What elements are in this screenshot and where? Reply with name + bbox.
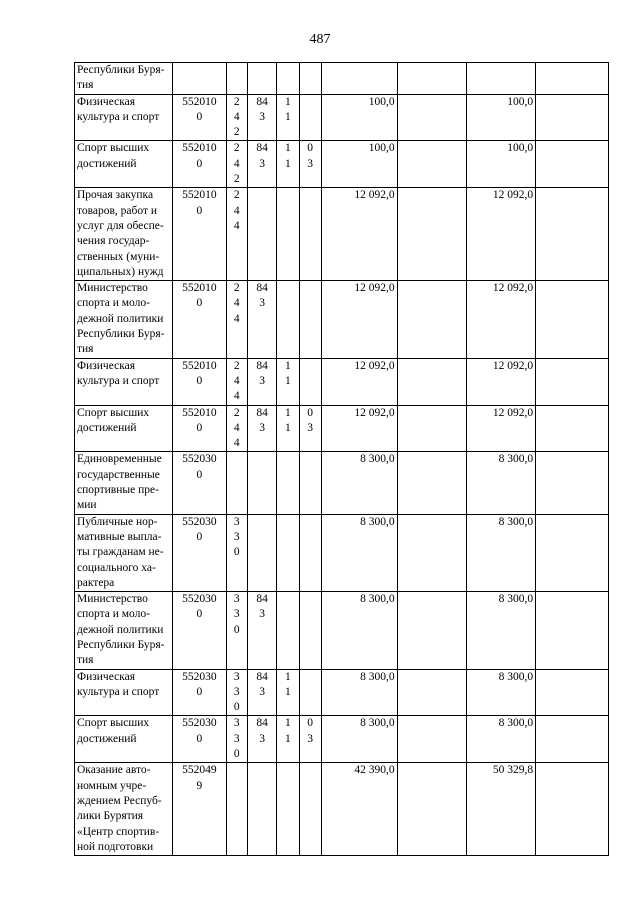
ved-cell — [247, 94, 276, 141]
csr-cell — [173, 281, 227, 358]
sum-2-cell — [467, 763, 536, 856]
row-name: Министерство спорта и моло- дежной политики Республики Буря- тия — [77, 282, 165, 356]
sum-2: 100,0 — [507, 95, 534, 108]
csr-cell — [173, 452, 227, 514]
empty-cell — [536, 716, 609, 763]
empty-cell — [397, 94, 467, 141]
table-row — [75, 63, 609, 95]
sum-2-cell — [467, 514, 536, 591]
pr-cell — [299, 763, 321, 856]
row-name-cell — [75, 94, 173, 141]
row-name-cell — [75, 669, 173, 716]
table-row — [75, 514, 609, 591]
rz-code: 1 1 — [285, 406, 291, 434]
rz-cell — [277, 281, 299, 358]
table-row — [75, 669, 609, 716]
rz-cell — [277, 405, 299, 452]
empty-cell — [397, 63, 467, 95]
csr-cell — [173, 763, 227, 856]
sum-2: 100,0 — [507, 142, 534, 155]
pr-cell — [299, 94, 321, 141]
sum-2: 8 300,0 — [498, 717, 534, 730]
rz-cell — [277, 188, 299, 281]
pr-code: 0 3 — [307, 406, 313, 434]
empty-cell — [397, 514, 467, 591]
sum-1-cell — [321, 514, 397, 591]
row-name: Оказание авто- номным учре- ждением Респуб- лики Бурятия «Центр спортив- ной подготовки — [77, 764, 162, 853]
row-name: Физическая культура и спорт — [77, 95, 160, 123]
empty-cell — [536, 94, 609, 141]
csr-cell — [173, 592, 227, 669]
row-name: Республики Буря- тия — [77, 64, 165, 92]
vr-cell — [226, 63, 247, 95]
rz-cell — [277, 63, 299, 95]
vr-code: 2 4 4 — [233, 359, 240, 403]
row-name: Министерство спорта и моло- дежной политики Республики Буря- тия — [77, 593, 165, 667]
table-row — [75, 716, 609, 763]
rz-cell — [277, 141, 299, 188]
sum-1-cell — [321, 592, 397, 669]
table-row — [75, 763, 609, 856]
ved-cell — [247, 763, 276, 856]
pr-cell — [299, 188, 321, 281]
vr-cell — [226, 716, 247, 763]
vr-code: 2 4 2 — [233, 95, 240, 139]
budget-table — [74, 62, 609, 856]
sum-1: 8 300,0 — [360, 717, 395, 730]
pr-cell — [299, 716, 321, 763]
vr-code: 3 3 0 — [233, 593, 240, 636]
csr-cell — [173, 716, 227, 763]
sum-1-cell — [321, 358, 397, 405]
csr-code: 552030 0 — [182, 670, 217, 698]
row-name: Спорт высших достижений — [77, 406, 150, 434]
empty-cell — [397, 188, 467, 281]
row-name-cell — [75, 452, 173, 514]
rz-cell — [277, 716, 299, 763]
empty-cell — [397, 592, 467, 669]
rz-code: 1 1 — [285, 95, 291, 123]
pr-cell — [299, 452, 321, 514]
ved-cell — [247, 514, 276, 591]
sum-2: 12 092,0 — [492, 282, 534, 295]
row-name-cell — [75, 141, 173, 188]
vr-cell — [226, 592, 247, 669]
vr-cell — [226, 188, 247, 281]
sum-1: 12 092,0 — [354, 406, 395, 419]
csr-cell — [173, 358, 227, 405]
csr-code: 552010 0 — [182, 189, 217, 217]
table-row — [75, 141, 609, 188]
vr-cell — [226, 94, 247, 141]
sum-1-cell — [321, 94, 397, 141]
vr-cell — [226, 358, 247, 405]
vr-cell — [226, 405, 247, 452]
sum-1: 8 300,0 — [360, 453, 395, 466]
sum-2: 12 092,0 — [492, 406, 534, 419]
vr-cell — [226, 141, 247, 188]
rz-cell — [277, 763, 299, 856]
vr-code: 3 3 0 — [233, 515, 240, 559]
csr-cell — [173, 141, 227, 188]
empty-cell — [536, 592, 609, 669]
vr-cell — [226, 763, 247, 856]
empty-cell — [397, 669, 467, 716]
page-number: 487 — [309, 32, 331, 47]
sum-2-cell — [467, 592, 536, 669]
table-row — [75, 452, 609, 514]
pr-cell — [299, 281, 321, 358]
row-name-cell — [75, 716, 173, 763]
table-row — [75, 94, 609, 141]
sum-1-cell — [321, 63, 397, 95]
row-name: Публичные нор- мативные выпла- ты гражданам не- социального ха- рактера — [77, 515, 164, 589]
pr-cell — [299, 514, 321, 591]
csr-code: 552030 0 — [182, 453, 217, 481]
table-row — [75, 592, 609, 669]
csr-code: 552010 0 — [182, 142, 217, 170]
rz-cell — [277, 514, 299, 591]
rz-code: 1 1 — [285, 359, 291, 387]
ved-cell — [247, 63, 276, 95]
row-name-cell — [75, 188, 173, 281]
csr-cell — [173, 188, 227, 281]
ved-cell — [247, 716, 276, 763]
sum-2: 12 092,0 — [492, 189, 534, 202]
row-name-cell — [75, 358, 173, 405]
empty-cell — [536, 514, 609, 591]
vr-code: 2 4 4 — [233, 189, 240, 232]
sum-1-cell — [321, 281, 397, 358]
pr-cell — [299, 63, 321, 95]
sum-2-cell — [467, 716, 536, 763]
csr-cell — [173, 669, 227, 716]
csr-cell — [173, 94, 227, 141]
ved-code: 84 3 — [256, 95, 268, 123]
sum-2: 8 300,0 — [498, 515, 534, 528]
rz-cell — [277, 94, 299, 141]
table-row — [75, 358, 609, 405]
empty-cell — [397, 405, 467, 452]
rz-code: 1 1 — [285, 717, 291, 745]
table-row — [75, 188, 609, 281]
csr-code: 552010 0 — [182, 282, 217, 310]
ved-cell — [247, 452, 276, 514]
vr-code: 2 4 2 — [233, 142, 240, 186]
empty-cell — [536, 141, 609, 188]
row-name-cell — [75, 592, 173, 669]
csr-code: 552010 0 — [182, 95, 217, 123]
row-name-cell — [75, 63, 173, 95]
vr-cell — [226, 452, 247, 514]
csr-cell — [173, 514, 227, 591]
vr-cell — [226, 281, 247, 358]
sum-1: 8 300,0 — [360, 670, 395, 683]
sum-2: 12 092,0 — [492, 359, 534, 372]
row-name: Физическая культура и спорт — [77, 359, 160, 387]
pr-code: 0 3 — [307, 142, 313, 170]
sum-1: 12 092,0 — [354, 359, 395, 372]
sum-2-cell — [467, 452, 536, 514]
rz-cell — [277, 452, 299, 514]
ved-cell — [247, 188, 276, 281]
row-name: Физическая культура и спорт — [77, 670, 160, 698]
sum-1-cell — [321, 669, 397, 716]
ved-code: 84 3 — [256, 670, 268, 698]
csr-cell — [173, 63, 227, 95]
row-name-cell — [75, 763, 173, 856]
sum-1-cell — [321, 405, 397, 452]
csr-code: 552030 0 — [182, 717, 217, 745]
table-row — [75, 405, 609, 452]
ved-code: 84 3 — [256, 282, 268, 310]
row-name: Спорт высших достижений — [77, 142, 150, 170]
sum-2-cell — [467, 669, 536, 716]
ved-cell — [247, 592, 276, 669]
sum-2: 8 300,0 — [498, 670, 534, 683]
ved-code: 84 3 — [256, 717, 268, 745]
sum-1: 42 390,0 — [354, 764, 395, 777]
vr-code: 3 3 0 — [233, 717, 240, 761]
pr-cell — [299, 141, 321, 188]
sum-1: 12 092,0 — [354, 189, 395, 202]
pr-code: 0 3 — [307, 717, 313, 745]
sum-2: 8 300,0 — [498, 593, 534, 606]
empty-cell — [536, 63, 609, 95]
empty-cell — [536, 669, 609, 716]
sum-1-cell — [321, 763, 397, 856]
pr-cell — [299, 592, 321, 669]
ved-code: 84 3 — [256, 406, 268, 434]
empty-cell — [536, 405, 609, 452]
sum-1: 8 300,0 — [360, 515, 395, 528]
csr-cell — [173, 405, 227, 452]
sum-1-cell — [321, 141, 397, 188]
csr-code: 552049 9 — [182, 764, 217, 792]
row-name: Спорт высших достижений — [77, 717, 150, 745]
empty-cell — [536, 188, 609, 281]
sum-1: 8 300,0 — [360, 593, 395, 606]
rz-cell — [277, 358, 299, 405]
ved-cell — [247, 358, 276, 405]
ved-cell — [247, 405, 276, 452]
empty-cell — [397, 452, 467, 514]
rz-cell — [277, 669, 299, 716]
rz-code: 1 1 — [285, 670, 291, 698]
sum-2-cell — [467, 358, 536, 405]
sum-1: 12 092,0 — [354, 282, 395, 295]
sum-2: 8 300,0 — [498, 453, 534, 466]
sum-1: 100,0 — [368, 142, 395, 155]
vr-code: 2 4 4 — [233, 406, 240, 450]
ved-code: 84 3 — [256, 359, 268, 387]
rz-cell — [277, 592, 299, 669]
empty-cell — [397, 358, 467, 405]
pr-cell — [299, 405, 321, 452]
empty-cell — [536, 763, 609, 856]
rz-code: 1 1 — [285, 142, 291, 170]
sum-1-cell — [321, 188, 397, 281]
empty-cell — [397, 716, 467, 763]
vr-cell — [226, 514, 247, 591]
row-name-cell — [75, 514, 173, 591]
empty-cell — [536, 358, 609, 405]
vr-code: 2 4 4 — [233, 282, 240, 325]
empty-cell — [397, 141, 467, 188]
sum-2-cell — [467, 188, 536, 281]
csr-code: 552010 0 — [182, 359, 217, 387]
csr-code: 552010 0 — [182, 406, 217, 434]
vr-code: 3 3 0 — [233, 670, 240, 714]
csr-code: 552030 0 — [182, 515, 217, 543]
ved-cell — [247, 669, 276, 716]
pr-cell — [299, 669, 321, 716]
sum-1-cell — [321, 716, 397, 763]
row-name-cell — [75, 281, 173, 358]
sum-2: 50 329,8 — [492, 764, 534, 777]
ved-code: 84 3 — [256, 142, 268, 170]
ved-cell — [247, 141, 276, 188]
row-name-cell — [75, 405, 173, 452]
sum-2-cell — [467, 94, 536, 141]
sum-2-cell — [467, 405, 536, 452]
empty-cell — [536, 452, 609, 514]
vr-cell — [226, 669, 247, 716]
sum-2-cell — [467, 63, 536, 95]
pr-cell — [299, 358, 321, 405]
sum-2-cell — [467, 281, 536, 358]
row-name: Единовременные государственные спортивные пре- мии — [77, 453, 162, 512]
row-name: Прочая закупка товаров, работ и услуг для обеспе- чения государ- ственных (муни- ципальных) нужд — [77, 189, 164, 278]
empty-cell — [397, 763, 467, 856]
sum-2-cell — [467, 141, 536, 188]
ved-code: 84 3 — [256, 593, 268, 621]
sum-1-cell — [321, 452, 397, 514]
csr-code: 552030 0 — [182, 593, 217, 621]
ved-cell — [247, 281, 276, 358]
table-row — [75, 281, 609, 358]
sum-1: 100,0 — [368, 95, 395, 108]
empty-cell — [536, 281, 609, 358]
empty-cell — [397, 281, 467, 358]
